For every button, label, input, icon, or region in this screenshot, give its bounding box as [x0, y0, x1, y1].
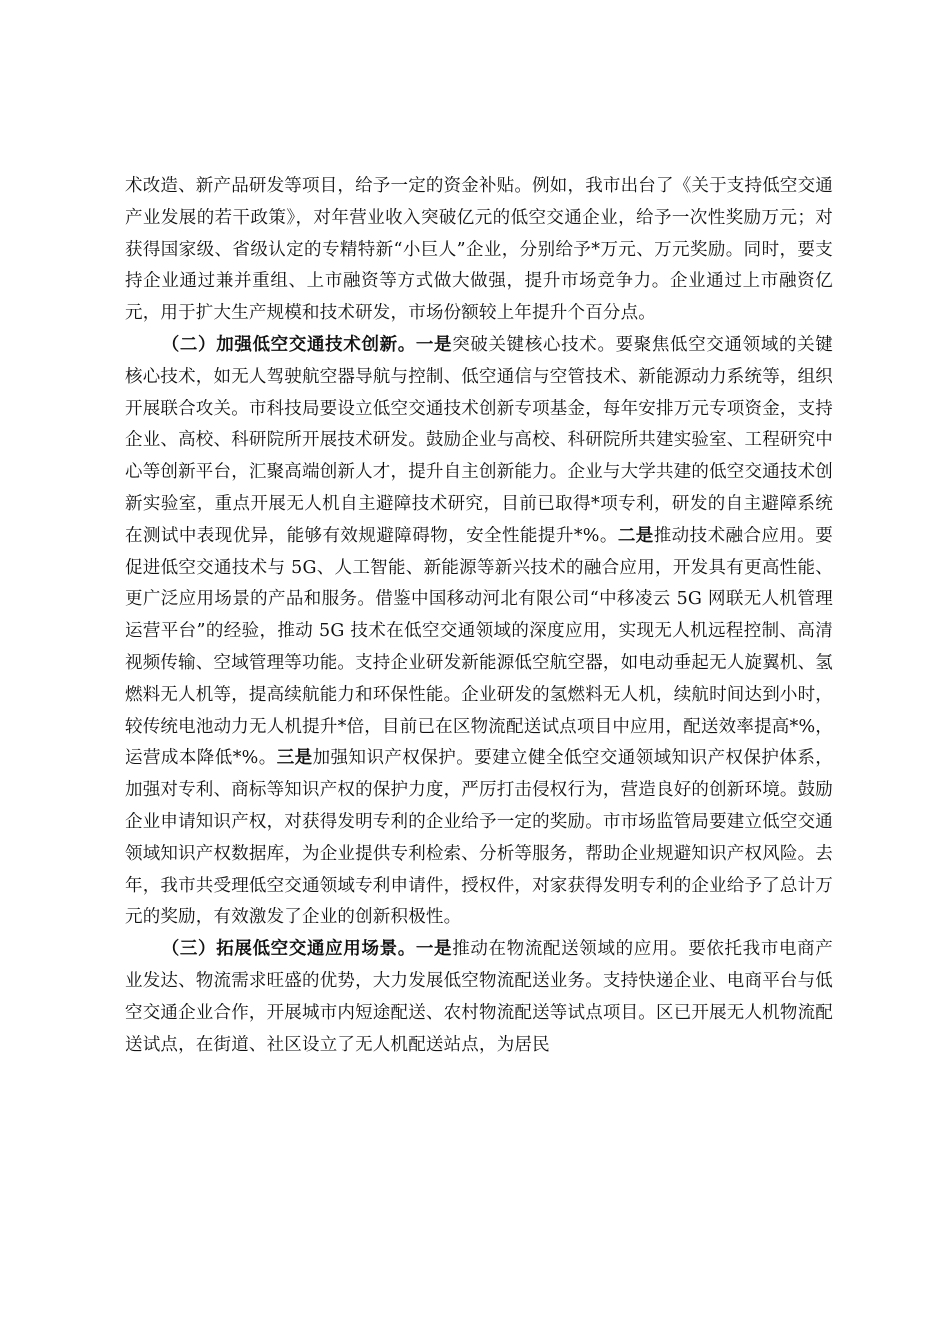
point-marker: 一是 — [415, 334, 453, 355]
point-marker: 二是 — [617, 525, 654, 546]
section-heading: （二）加强低空交通技术创新。 — [161, 334, 416, 355]
body-text: 推动在物流配送领域的应用。要依托我市电商产业发达、物流需求旺盛的优势，大力发展低空物流配送业务。支持快递企业、电商平台与低空交通企业合作，开展城市内短途配送、农村物流配送等试点项目。区已开展无人机物流配送试点，在街道、社区设立了无人机配送站点，为居民 — [125, 939, 833, 1055]
body-text: 加强知识产权保护。要建立健全低空交通领域知识产权保护体系，加强对专利、商标等知识产权的保护力度，严厉打击侵权行为，营造良好的创新环境。鼓励企业申请知识产权，对获得发明专利的企业给予一定的奖励。市市场监管局要建立低空交通领域知识产权数据库，为企业提供专利检索、分析等服务，帮助企业规避知识产权风险。去年，我市共受理低空交通领域专利申请件，授权件，对家获得发明专利的企业给予了总计万元的奖励，有效激发了企业的创新积极性。 — [125, 748, 833, 928]
body-text: 推动技术融合应用。要促进低空交通技术与 5G、人工智能、新能源等新兴技术的融合应用，开发具有更高性能、更广泛应用场景的产品和服务。借鉴中国移动河北有限公司“中移凌云 5G 网联无人机管理运营平台”的经验，推动 5G 技术在低空交通领域的深度应用，实现无人机远程控制、高清视频传输、空域管理等功能。支持企业研发新能源低空航空器，如电动垂起无人旋翼机、氢燃料无人机等，提高续航能力和环保性能。企业研发的氢燃料无人机，续航时间达到小时，较传统电池动力无人机提升*倍，目前已在区物流配送试点项目中应用，配送效率提高*%，运营成本降低*%。 — [125, 525, 833, 769]
paragraph-section-3 — [125, 934, 833, 1061]
document-body — [125, 171, 833, 1061]
body-text: 突破关键核心技术。要聚焦低空交通领域的关键核心技术，如无人驾驶航空器导航与控制、低空通信与空管技术、新能源动力系统等，组织开展联合攻关。市科技局要设立低空交通技术创新专项基金，每年安排万元专项资金，支持企业、高校、科研院所开展技术研发。鼓励企业与高校、科研院所共建实验室、工程研究中心等创新平台，汇聚高端创新人才，提升自主创新能力。企业与大学共建的低空交通技术创新实验室，重点开展无人机自主避障技术研究，目前已取得*项专利，研发的自主避障系统在测试中表现优异，能够有效规避障碍物，安全性能提升*%。 — [125, 334, 833, 546]
section-heading: （三）拓展低空交通应用场景。 — [161, 939, 416, 960]
paragraph-continuation — [125, 171, 833, 330]
paragraph-section-2 — [125, 330, 833, 934]
body-text: 术改造、新产品研发等项目，给予一定的资金补贴。例如，我市出台了《关于支持低空交通产业发展的若干政策》，对年营业收入突破亿元的低空交通企业，给予一次性奖励万元；对获得国家级、省级认定的专精特新“小巨人”企业，分别给予*万元、万元奖励。同时，要支持企业通过兼并重组、上市融资等方式做大做强，提升市场竞争力。企业通过上市融资亿元，用于扩大生产规模和技术研发，市场份额较上年提升个百分点。 — [125, 176, 833, 324]
point-marker: 一是 — [415, 939, 453, 960]
point-marker: 三是 — [276, 748, 313, 769]
